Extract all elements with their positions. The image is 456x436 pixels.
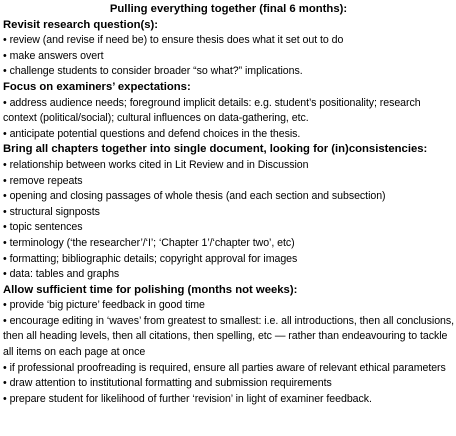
list-item-text: encourage editing in ‘waves’ from greatest to smallest: i.e. all introductions, then all conclusions, then all heading levels, then all citations, then spelling, etc — rather than endeavouring to tackle all items on each page at once xyxy=(3,314,455,359)
list-item xyxy=(3,220,454,236)
section-heading: Revisit research question(s): xyxy=(3,18,159,31)
section-examiners-expectations xyxy=(3,80,454,142)
list-item xyxy=(3,96,454,127)
list-item xyxy=(3,314,454,361)
list-item xyxy=(3,376,454,392)
list-item xyxy=(3,64,454,80)
bullet-icon: • xyxy=(3,377,7,390)
list-item xyxy=(3,127,454,143)
list-item-text: provide ‘big picture’ feedback in good time xyxy=(9,299,205,312)
bullet-icon: • xyxy=(3,65,7,78)
bullet-icon: • xyxy=(3,268,7,281)
list-item xyxy=(3,33,454,49)
bullet-icon: • xyxy=(3,158,7,171)
bullet-icon: • xyxy=(3,299,7,312)
list-item xyxy=(3,158,454,174)
list-item xyxy=(3,236,454,252)
bullet-icon: • xyxy=(3,361,7,374)
list-item xyxy=(3,252,454,268)
list-item-text: formatting; bibliographic details; copyright approval for images xyxy=(9,252,298,265)
list-item xyxy=(3,392,454,408)
bullet-icon: • xyxy=(3,127,7,140)
section-heading: Allow sufficient time for polishing (months not weeks): xyxy=(3,283,298,296)
list-item-text: review (and revise if need be) to ensure thesis does what it set out to do xyxy=(9,34,344,47)
list-item-text: anticipate potential questions and defend choices in the thesis. xyxy=(9,127,301,140)
section-heading: Focus on examiners’ expectations: xyxy=(3,80,191,93)
list-item-text: opening and closing passages of whole thesis (and each section and subsection) xyxy=(9,190,386,203)
list-item xyxy=(3,174,454,190)
list-item xyxy=(3,189,454,205)
list-item-text: address audience needs; foreground implicit details: e.g. student’s positionality; research context (political/social); cultural influences on data-gathering, etc. xyxy=(3,96,421,125)
bullet-icon: • xyxy=(3,34,7,47)
list-item-text: make answers overt xyxy=(9,49,104,62)
list-item xyxy=(3,205,454,221)
list-item-text: prepare student for likelihood of further ‘revision’ in light of examiner feedback. xyxy=(9,392,372,405)
page-title: Pulling everything together (final 6 months): xyxy=(109,3,348,15)
list-item xyxy=(3,49,454,65)
bullet-icon: • xyxy=(3,190,7,203)
bullet-icon: • xyxy=(3,221,7,234)
section-revisit-research-questions xyxy=(3,18,454,80)
list-item-text: data: tables and graphs xyxy=(9,268,120,281)
section-allow-time-for-polishing xyxy=(3,283,454,408)
bullet-icon: • xyxy=(3,236,7,249)
list-item-text: relationship between works cited in Lit Review and in Discussion xyxy=(9,158,309,171)
list-item xyxy=(3,267,454,283)
list-item xyxy=(3,361,454,377)
bullet-icon: • xyxy=(3,392,7,405)
list-item-text: topic sentences xyxy=(9,221,83,234)
list-item-text: structural signposts xyxy=(9,205,100,218)
list-item-text: if professional proofreading is required, ensure all parties aware of relevant ethical parameters xyxy=(9,361,446,374)
section-heading: Bring all chapters together into single document, looking for (in)consistencies: xyxy=(3,143,428,156)
bullet-icon: • xyxy=(3,96,7,109)
list-item-text: remove repeats xyxy=(9,174,83,187)
bullet-icon: • xyxy=(3,174,7,187)
list-item-text: draw attention to institutional formatting and submission requirements xyxy=(9,377,332,390)
bullet-icon: • xyxy=(3,49,7,62)
bullet-icon: • xyxy=(3,205,7,218)
list-item xyxy=(3,298,454,314)
bullet-icon: • xyxy=(3,252,7,265)
bullet-icon: • xyxy=(3,314,7,327)
list-item-text: terminology (‘the researcher’/‘I’; ‘Chapter 1’/‘chapter two’, etc) xyxy=(9,236,295,249)
list-item-text: challenge students to consider broader “so what?” implications. xyxy=(9,65,303,78)
section-bring-chapters-together xyxy=(3,142,454,282)
